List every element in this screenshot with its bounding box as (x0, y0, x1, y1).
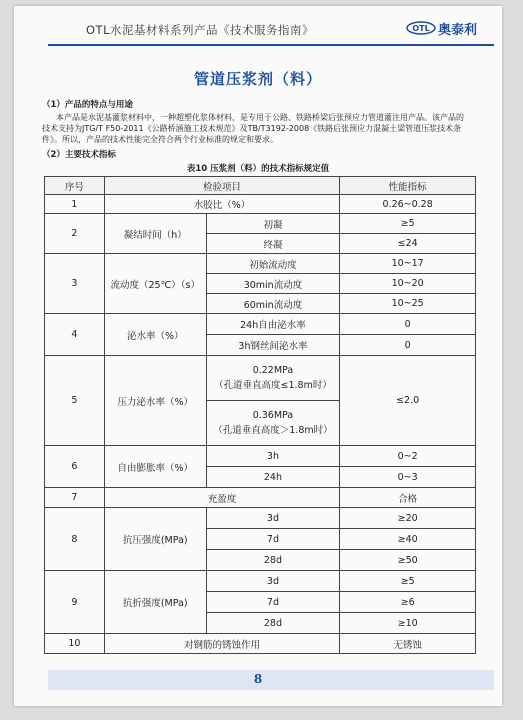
row-no: 3 (45, 254, 105, 314)
header-title: OTL水泥基材料系列产品《技术服务指南》 (86, 23, 314, 37)
table-row (45, 356, 476, 401)
table-row (45, 508, 476, 529)
row-subitem: 7d (206, 529, 340, 550)
row-item: 抗压强度(MPa) (104, 508, 206, 571)
row-subitem: 初凝 (206, 214, 340, 234)
logo-mark-icon (406, 21, 436, 35)
table-row (45, 254, 476, 274)
row-item: 抗折强度(MPa) (104, 571, 206, 634)
header-value: 性能指标 (340, 177, 476, 195)
row-item: 压力泌水率（%） (104, 356, 206, 446)
row-subitem: 60min流动度 (206, 294, 340, 314)
row-value: ≥40 (340, 529, 476, 550)
row-value: ≥10 (340, 613, 476, 634)
row-value: 10~20 (340, 274, 476, 294)
section-heading-specs: （2）主要技术指标 (42, 150, 116, 160)
pressure-label: 0.36MPa (252, 410, 294, 421)
row-value: 10~25 (340, 294, 476, 314)
row-no: 8 (45, 508, 105, 571)
row-subitem: 28d (206, 550, 340, 571)
section-heading-features: （1）产品的特点与用途 (42, 100, 133, 110)
row-value: ≥5 (340, 571, 476, 592)
row-value: 合格 (340, 488, 476, 508)
row-item: 流动度（25℃）（s） (104, 254, 206, 314)
row-value: ≤2.0 (340, 356, 476, 446)
row-subitem: 3d (206, 571, 340, 592)
row-value: ≤24 (340, 234, 476, 254)
row-no: 6 (45, 446, 105, 488)
row-subitem: 初始流动度 (206, 254, 340, 274)
row-item: 水胶比（%） (104, 195, 339, 214)
row-value: 0~2 (340, 446, 476, 467)
pressure-condition: （孔道垂直高度≤1.8m时） (214, 380, 332, 391)
table-row (45, 314, 476, 335)
row-value: ≥50 (340, 550, 476, 571)
page-number: 8 (253, 672, 263, 686)
company-logo (406, 18, 477, 38)
row-item: 自由膨胀率（%） (104, 446, 206, 488)
row-value: ≥5 (340, 214, 476, 234)
section-body-text: 本产品是水泥基灌浆材料中，一种超塑化浆体材料，是专用于公路、铁路桥梁后张预应力管道灌注用产品。该产品的技术支持为JTG/T F50-2011《公路桥涵施工技术规范》及TB/T3192-2008《铁路后张预应力混凝土梁管道压浆技术条件》。所以，产品的技术性能完全符合两个行业标准的规定和要求。 (42, 113, 464, 144)
row-subitem: 3h (206, 446, 340, 467)
row-value: 0 (340, 335, 476, 356)
row-subitem: 3h钢丝间泌水率 (206, 335, 340, 356)
row-item: 泌水率（%） (104, 314, 206, 356)
row-no: 1 (45, 195, 105, 214)
row-subitem (206, 401, 340, 446)
logo-text: 奥泰利 (438, 22, 478, 38)
row-value: 10~17 (340, 254, 476, 274)
row-item: 充盈度 (104, 488, 339, 508)
row-subitem: 24h (206, 467, 340, 488)
row-subitem: 24h自由泌水率 (206, 314, 340, 335)
row-no: 5 (45, 356, 105, 446)
row-subitem: 30min流动度 (206, 274, 340, 294)
row-item: 凝结时间（h） (104, 214, 206, 254)
row-no: 4 (45, 314, 105, 356)
row-subitem: 3d (206, 508, 340, 529)
spec-table (44, 176, 476, 654)
row-value: 0.26~0.28 (340, 195, 476, 214)
table-caption: 表10 压浆剂（料）的技术指标规定值 (186, 164, 330, 174)
table-row (45, 571, 476, 592)
row-subitem: 终凝 (206, 234, 340, 254)
table-row (45, 488, 476, 508)
table-header-row (45, 177, 476, 195)
page-title: 管道压浆剂（料） (193, 70, 322, 88)
pressure-condition: （孔道垂直高度＞1.8m时） (213, 425, 333, 436)
header-no: 序号 (45, 177, 105, 195)
row-value: 0~3 (340, 467, 476, 488)
row-no: 9 (45, 571, 105, 634)
logo-mark-text: OTL (412, 24, 430, 33)
row-value: ≥20 (340, 508, 476, 529)
table-row (45, 634, 476, 654)
header-divider (48, 44, 494, 46)
table-row (45, 214, 476, 234)
table-row (45, 195, 476, 214)
row-value: 0 (340, 314, 476, 335)
table-row (45, 446, 476, 467)
document-page (14, 6, 502, 706)
row-item: 对钢筋的锈蚀作用 (104, 634, 339, 654)
row-value: 无锈蚀 (340, 634, 476, 654)
row-subitem (206, 356, 340, 401)
row-no: 7 (45, 488, 105, 508)
header-item: 检验项目 (104, 177, 339, 195)
page-header (14, 6, 502, 46)
row-no: 2 (45, 214, 105, 254)
pressure-label: 0.22MPa (252, 365, 294, 376)
row-no: 10 (45, 634, 105, 654)
row-subitem: 7d (206, 592, 340, 613)
row-value: ≥6 (340, 592, 476, 613)
row-subitem: 28d (206, 613, 340, 634)
